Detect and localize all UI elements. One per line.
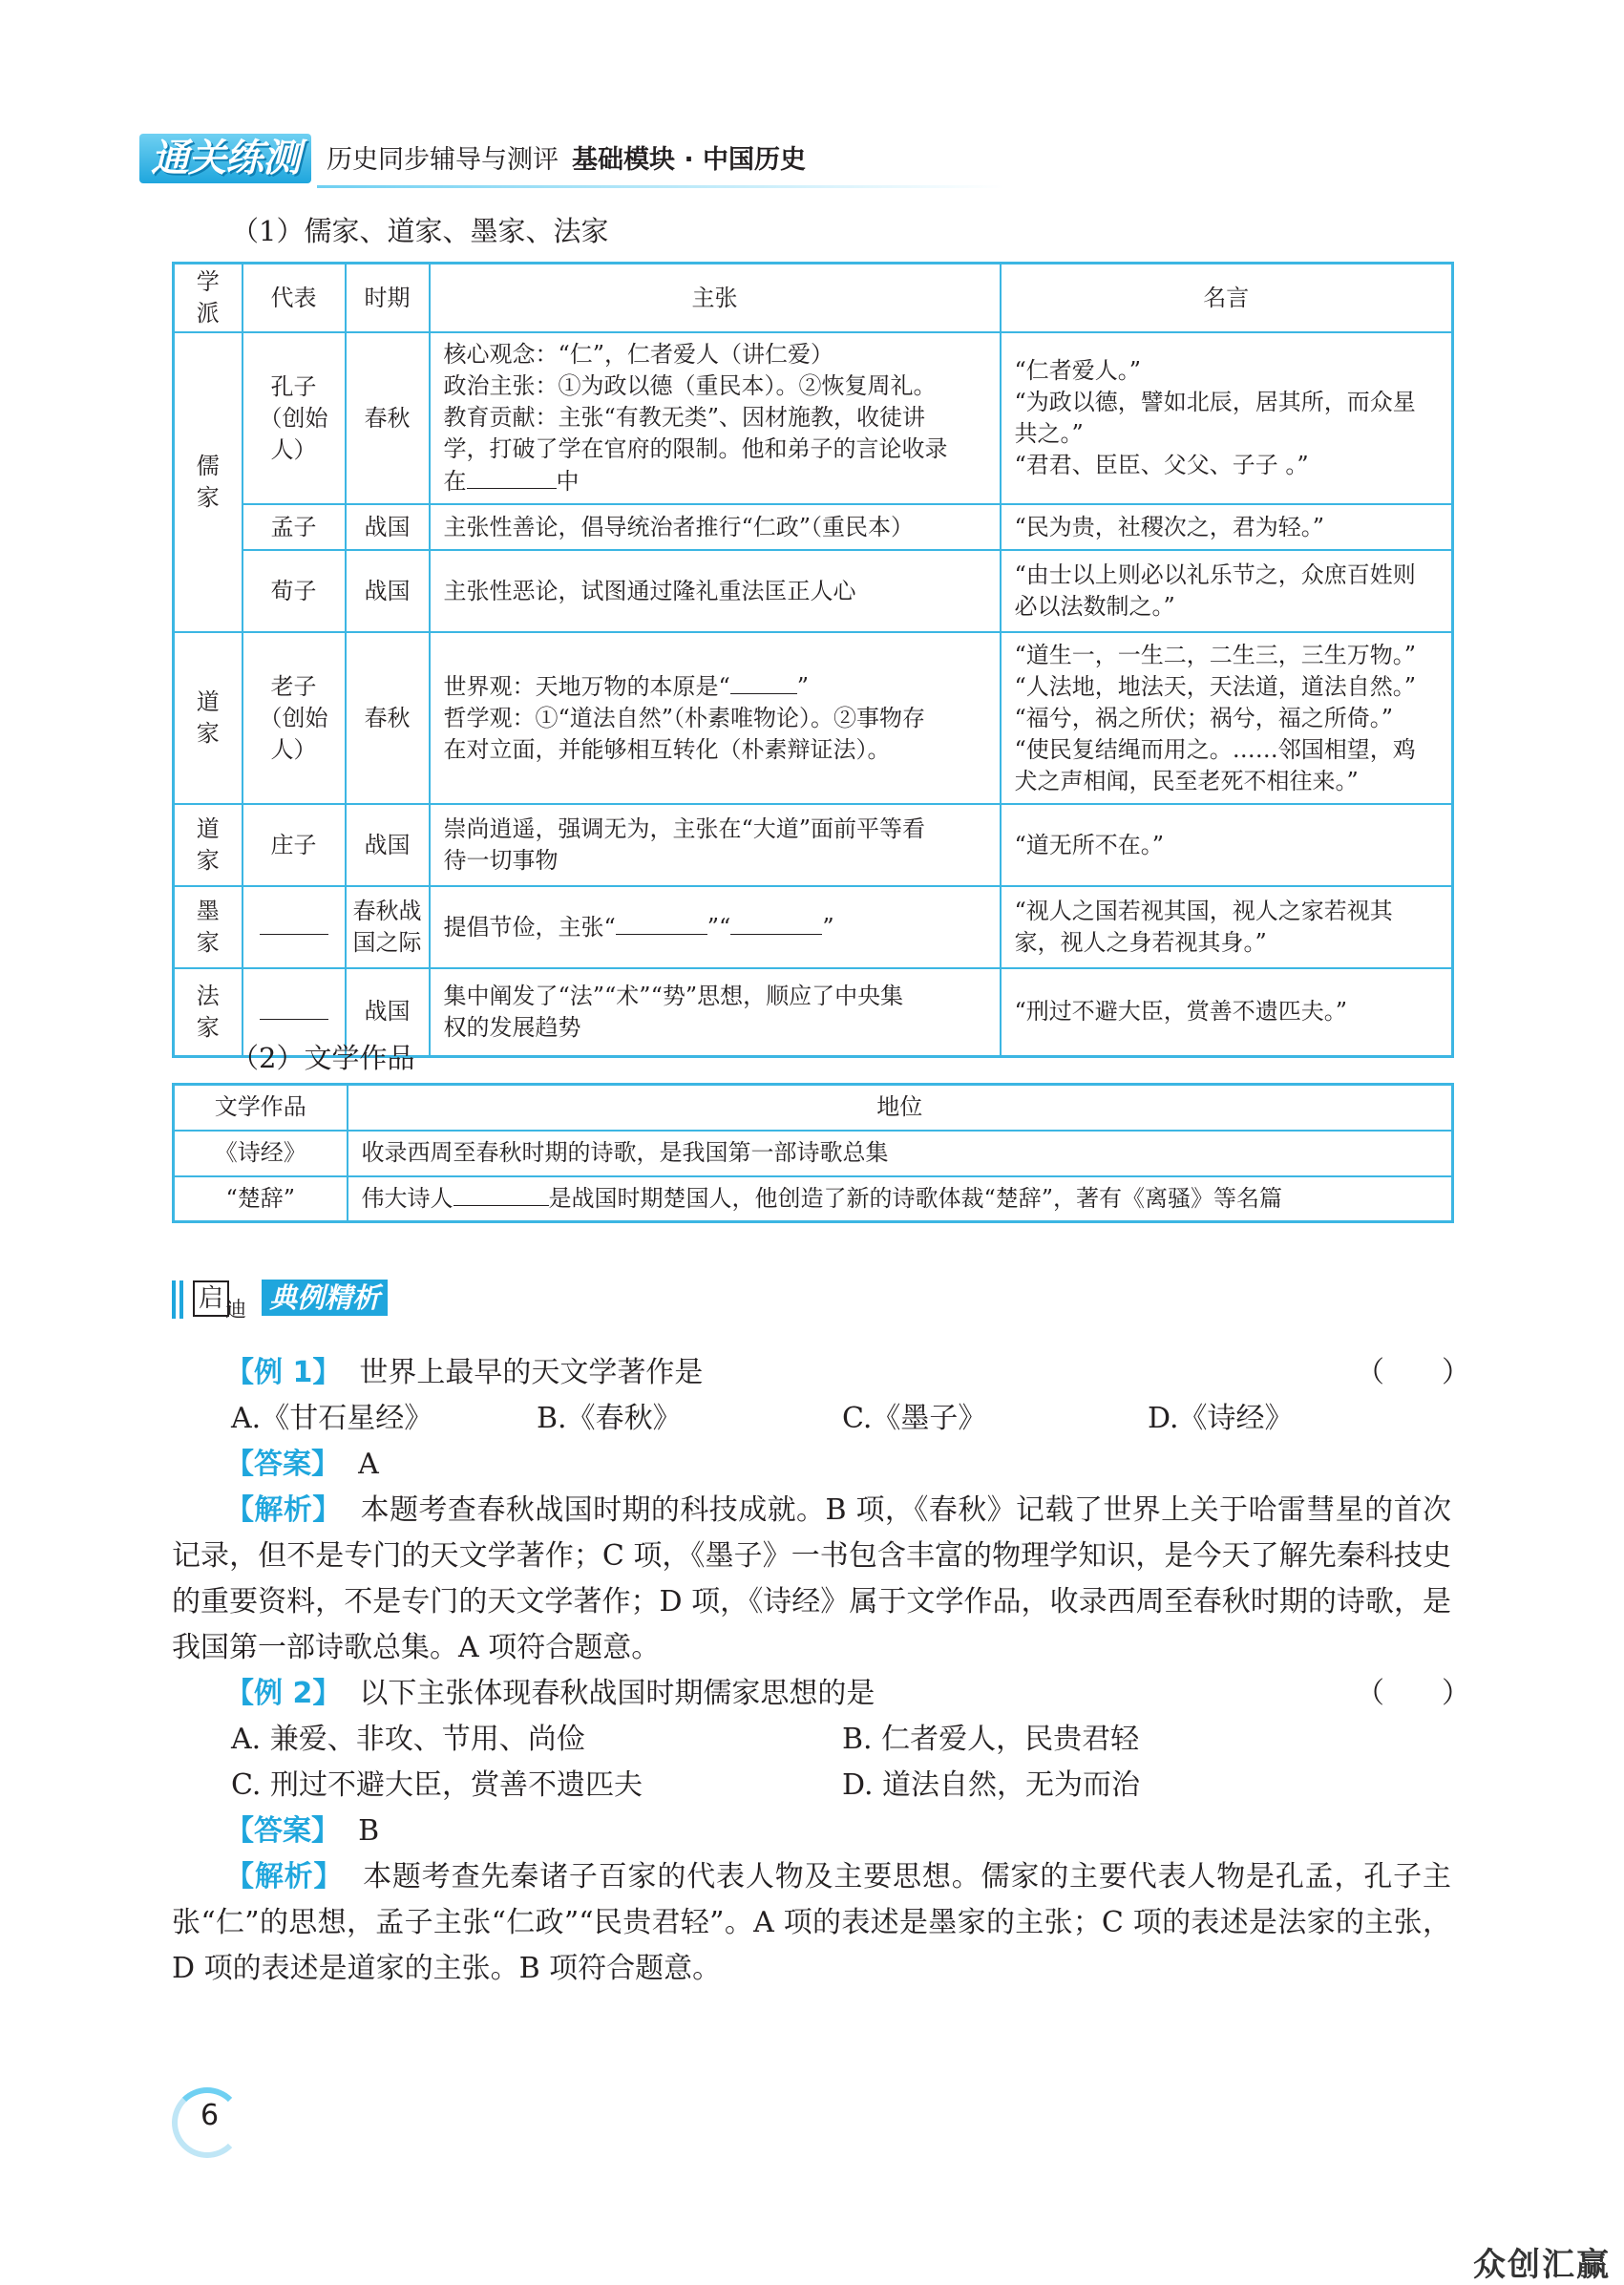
analysis-text: 本题考查先秦诸子百家的代表人物及主要思想。儒家的主要代表人物是孔孟，孔子主张“仁”的思想，孟子主张“仁政”“民贵君轻”。A 项的表述是墨家的主张；C 项的表述是法家的主张，D 项的表述是道家的主张。B 项符合题意。 [172, 1860, 1452, 1985]
quote-cell: “刑过不避大臣，赏善不遗匹夫。” [1001, 968, 1453, 1056]
analysis-text: 本题考查春秋战国时期的科技成就。B 项，《春秋》记载了世界上关于哈雷彗星的首次记录，但不是专门的天文学著作；C 项，《墨子》一书包含丰富的物理学知识，是今天了解先秦科技史的重要资料，不是专门的天文学著作；D 项，《诗经》属于文学作品，收录西周至春秋时期的诗歌，是我国第一部诗歌总集。A 项符合题意。 [172, 1493, 1452, 1664]
claim-cell: 主张性恶论，试图通过隆礼重法匡正人心 [430, 550, 1001, 632]
period-cell: 春秋 [346, 332, 430, 504]
table-header-row [174, 1085, 1453, 1131]
quote-line: 家，视人之身若视其身。” [1014, 929, 1267, 956]
status-cell: 伟大诗人 是战国时期楚国人，他创造了新的诗歌体裁“楚辞”，著有《离骚》等名篇 [348, 1176, 1453, 1222]
option-a: A.《甘石星经》 [231, 1402, 433, 1435]
claim-line: 世界观：天地万物的本原是“ ” [444, 670, 986, 703]
option-d: D.《诗经》 [1148, 1402, 1294, 1435]
period-line: 春秋战 [352, 898, 422, 924]
quote-line: 必以法数制之。” [1014, 593, 1175, 620]
table-row [174, 550, 1453, 632]
col-header: 时期 [346, 264, 430, 333]
option-b: B. 仁者爱人，民贵君轻 [842, 1723, 1140, 1756]
fill-blank[interactable] [260, 996, 328, 1020]
option-d: D. 道法自然，无为而治 [842, 1768, 1141, 1802]
fill-blank[interactable] [616, 911, 707, 935]
period-cell: 战国 [346, 968, 430, 1056]
di-badge: 迪 [225, 1299, 247, 1322]
question-text: 世界上最早的天文学著作是 [359, 1356, 704, 1389]
table-row [174, 804, 1453, 886]
period-cell: 战国 [346, 550, 430, 632]
col-header: 主张 [430, 264, 1001, 333]
claim-line: 在对立面，并能够相互转化（朴素辩证法）。 [443, 736, 891, 763]
fill-blank[interactable] [467, 465, 557, 489]
brand-logo: 通关练测 [139, 134, 311, 183]
work-cell: “楚辞” [174, 1176, 348, 1222]
example1-analysis [172, 1488, 1451, 1671]
period-cell: 战国 [346, 804, 430, 886]
claim-line: 集中阐发了“法”“术”“势”思想，顺应了中央集 [443, 982, 904, 1009]
rep-note: （创始人） [259, 704, 328, 763]
rep-cell [243, 886, 346, 968]
example-tag: 【例 1】 [225, 1356, 342, 1389]
table-row [174, 504, 1453, 550]
examples-label: 典例精析 [262, 1280, 388, 1316]
rep-name: 老子 [270, 672, 317, 700]
answer-bracket: （ ） [1356, 1356, 1470, 1389]
claim-line: 教育贡献：主张“有教无类”、因材施教，收徒讲 [443, 404, 926, 431]
table-row [174, 1131, 1453, 1176]
page-number-badge [172, 2087, 239, 2154]
page-number: 6 [200, 2099, 220, 2132]
claim-cell: 主张性善论，倡导统治者推行“仁政”（重民本） [430, 504, 1001, 550]
example1-question [225, 1350, 703, 1396]
analysis-tag: 【解析】 [225, 1493, 342, 1527]
claim-line: 崇尚逍遥，强调无为，主张在“大道”面前平等看 [443, 815, 926, 842]
option-c: C.《墨子》 [842, 1402, 987, 1435]
school-cell: 法家 [174, 968, 243, 1056]
rep-cell [243, 632, 346, 804]
watermark: 众创汇赢 [1473, 2246, 1611, 2284]
fill-blank[interactable] [730, 670, 797, 694]
quote-line: “为政以德，譬如北辰，居其所，而众星 [1014, 389, 1416, 415]
literature-table [172, 1083, 1454, 1223]
table-row [174, 332, 1453, 504]
table-row [174, 886, 1453, 968]
period-cell: 春秋 [346, 632, 430, 804]
quote-cell [1001, 332, 1453, 504]
claim-line: 核心观念：“仁”，仁者爱人（讲仁爱） [443, 341, 834, 368]
rep-cell: 荀子 [243, 550, 346, 632]
option-b: B.《春秋》 [537, 1402, 682, 1435]
quote-line: “人法地，地法天，天法道，道法自然。” [1014, 672, 1417, 700]
example2-answer [225, 1809, 379, 1854]
book-title: 历史同步辅导与测评 [327, 145, 559, 175]
table-row [174, 1176, 1453, 1222]
col-header: 地位 [348, 1085, 1453, 1131]
answer-value: B [358, 1814, 380, 1848]
section1-title: （1）儒家、道家、墨家、法家 [231, 215, 609, 247]
rep-cell: 孟子 [243, 504, 346, 550]
example-tag: 【例 2】 [225, 1677, 342, 1710]
claim-line: 权的发展趋势 [443, 1013, 581, 1041]
table-row [174, 632, 1453, 804]
claim-line: 学，打破了学在官府的限制。他和弟子的言论收录 [443, 435, 948, 462]
claim-cell [430, 632, 1001, 804]
quote-line: 犬之声相闻，民至老死不相往来。” [1014, 767, 1359, 794]
status-cell: 收录西周至春秋时期的诗歌，是我国第一部诗歌总集 [348, 1131, 1453, 1176]
col-header: 名言 [1001, 264, 1453, 333]
question-text: 以下主张体现春秋战国时期儒家思想的是 [359, 1677, 875, 1710]
quote-cell [1001, 550, 1453, 632]
claim-cell [430, 804, 1001, 886]
claim-cell [430, 968, 1001, 1056]
claim-line: 在 中 [444, 465, 986, 497]
module-title: 基础模块 · 中国历史 [572, 145, 807, 175]
school-cell: 道家 [174, 804, 243, 886]
quote-line: “仁者爱人。” [1014, 357, 1142, 384]
quote-cell [1001, 886, 1453, 968]
quote-line: “君君、臣臣、父父、子子 。” [1014, 452, 1309, 478]
claim-line: 政治主张：①为政以德（重民本）。②恢复周礼。 [443, 372, 937, 399]
rep-cell [243, 332, 346, 504]
page-header [136, 132, 890, 187]
quote-line: “视人之国若视其国，视人之家若视其 [1014, 898, 1393, 924]
claim-cell: 提倡节俭，主张“ ”“ ” [430, 886, 1001, 968]
school-cell: 儒家 [174, 332, 243, 632]
col-header: 文学作品 [174, 1085, 348, 1131]
fill-blank[interactable] [453, 1182, 549, 1206]
header-subtitle [327, 141, 806, 180]
claim-line: 哲学观：①“道法自然”（朴素唯物论）。②事物存 [443, 705, 926, 731]
answer-tag: 【答案】 [225, 1448, 340, 1481]
heading-bars-icon [172, 1280, 185, 1319]
fill-blank[interactable] [730, 911, 822, 935]
table-header-row [174, 264, 1453, 333]
answer-bracket: （ ） [1356, 1677, 1470, 1710]
example2-analysis [172, 1854, 1451, 1992]
col-header: 代表 [243, 264, 346, 333]
rep-cell: 庄子 [243, 804, 346, 886]
examples-heading [172, 1277, 420, 1321]
example1-answer [225, 1442, 379, 1488]
rep-note: （创始人） [259, 404, 328, 463]
period-cell [346, 886, 430, 968]
option-c: C. 刑过不避大臣，赏善不遗匹夫 [231, 1768, 643, 1802]
col-header: 学派 [174, 264, 243, 333]
quote-cell: “道无所不在。” [1001, 804, 1453, 886]
period-cell: 战国 [346, 504, 430, 550]
quote-line: “道生一，一生二，二生三，三生万物。” [1014, 641, 1417, 668]
qi-badge: 启 [193, 1280, 229, 1317]
quote-cell [1001, 632, 1453, 804]
answer-tag: 【答案】 [225, 1814, 340, 1848]
quote-line: 共之。” [1014, 420, 1084, 447]
quote-line: “由士以上则必以礼乐节之，众庶百姓则 [1014, 561, 1416, 588]
analysis-tag: 【解析】 [225, 1860, 344, 1894]
period-line: 国之际 [352, 929, 422, 956]
school-cell: 墨家 [174, 886, 243, 968]
answer-value: A [358, 1448, 379, 1481]
header-divider [317, 185, 1004, 188]
schools-table [172, 262, 1454, 1058]
quote-line: “使民复结绳而用之。……邻国相望，鸡 [1014, 735, 1416, 763]
option-a: A. 兼爱、非攻、节用、尚俭 [231, 1723, 585, 1756]
quote-cell: “民为贵，社稷次之，君为轻。” [1001, 504, 1453, 550]
claim-line: 待一切事物 [443, 847, 559, 874]
school-cell: 道家 [174, 632, 243, 804]
work-cell: 《诗经》 [174, 1131, 348, 1176]
section2-title: （2）文学作品 [231, 1042, 415, 1074]
quote-line: “福兮，祸之所伏；祸兮，福之所倚。” [1014, 704, 1394, 731]
claim-cell [430, 332, 1001, 504]
rep-name: 孔子 [270, 372, 317, 400]
fill-blank[interactable] [260, 911, 328, 935]
example2-question [225, 1671, 875, 1717]
